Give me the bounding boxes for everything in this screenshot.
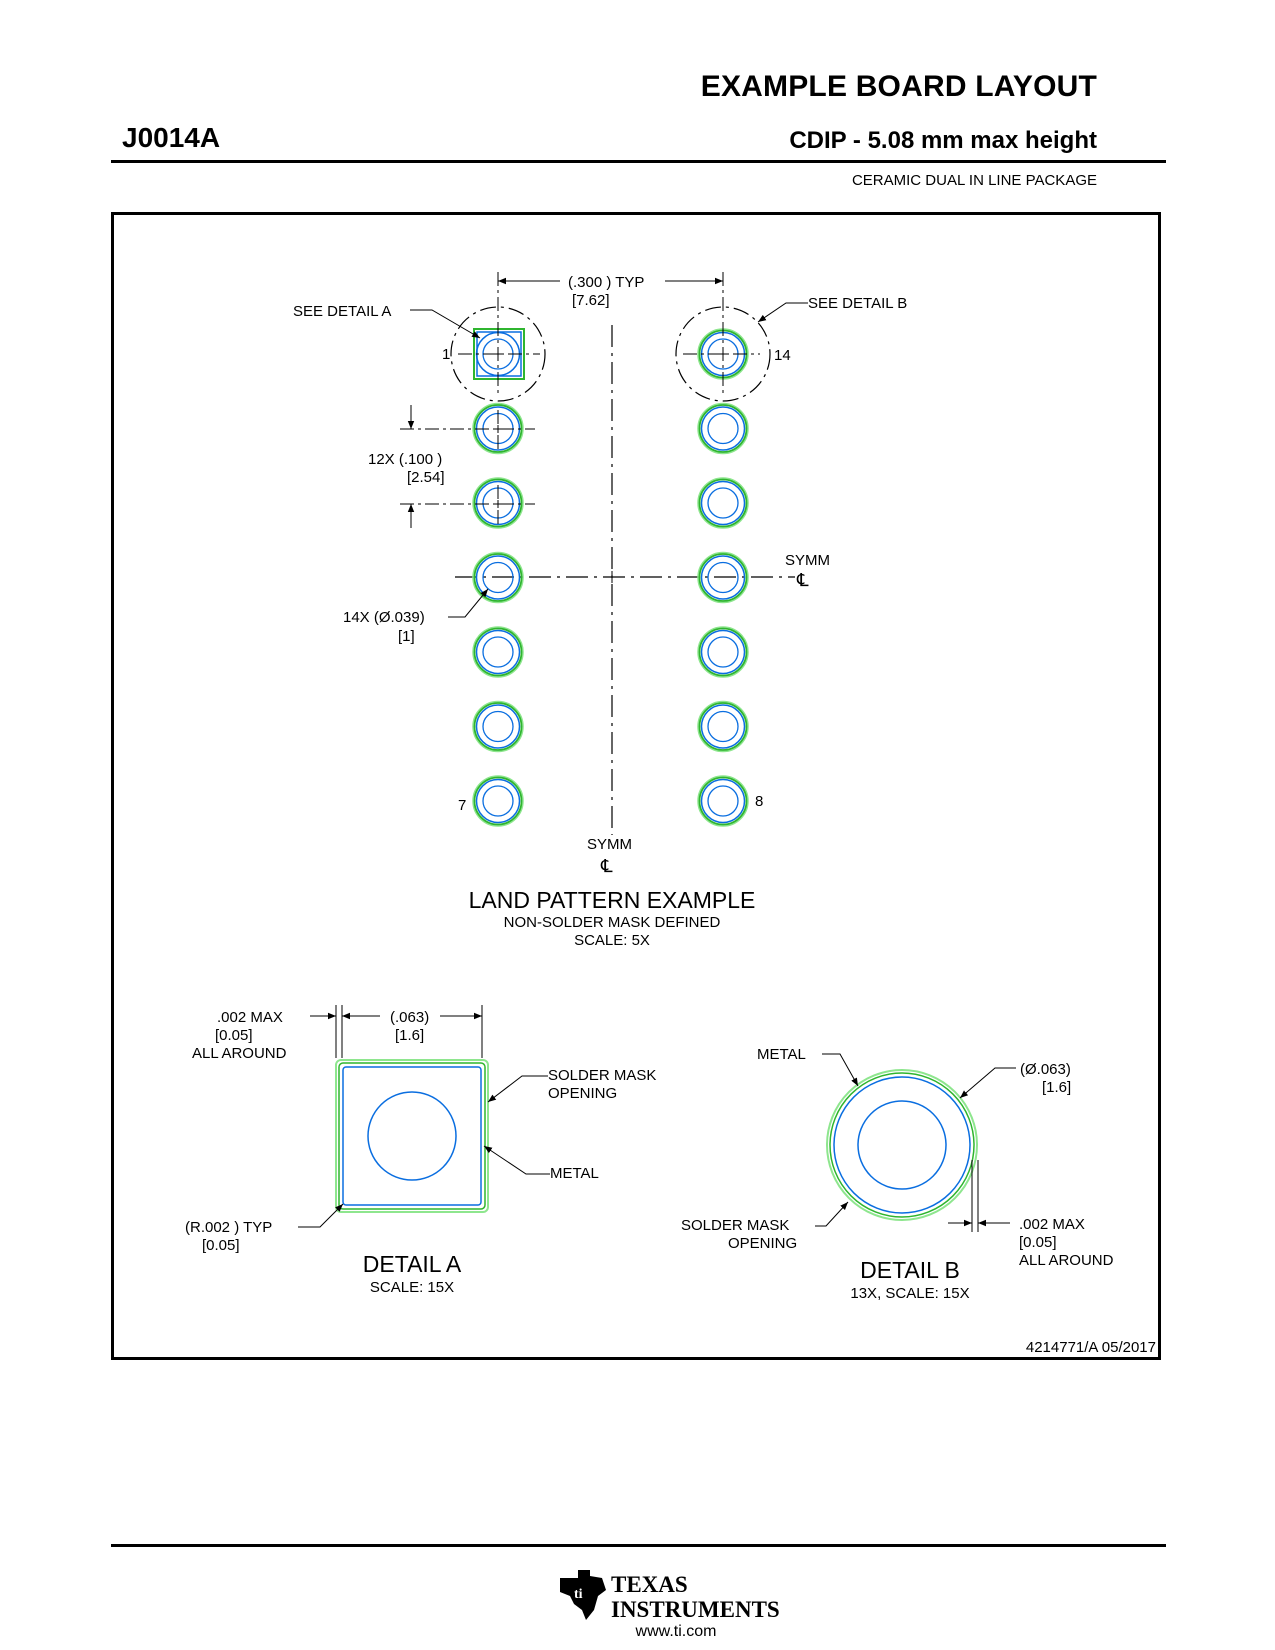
pad-ring-12 — [698, 478, 748, 528]
detail-b-scale: 13X, SCALE: 15X — [850, 1285, 970, 1302]
detail-b-hole — [858, 1101, 946, 1189]
detail-b-dia-in: (Ø.063) — [1020, 1061, 1071, 1078]
detail-a-gap-mm: [0.05] — [215, 1027, 253, 1044]
detail-a-radius-in: (R.002 ) TYP — [185, 1219, 273, 1236]
detail-a-metal-label: METAL — [550, 1165, 599, 1182]
footer-rule — [111, 1544, 1166, 1547]
pad-hole-9 — [708, 712, 738, 742]
detail-a-solder-mask-2: OPENING — [548, 1085, 618, 1102]
pad-hole-7 — [483, 786, 513, 816]
detail-a-gap-note: ALL AROUND — [192, 1045, 287, 1062]
pad-ring-10 — [698, 627, 748, 677]
row-pitch-in: (.300 ) TYP — [568, 274, 645, 291]
detail-a-pad-mm: [1.6] — [395, 1027, 425, 1044]
detail-b-title: DETAIL B — [860, 1257, 960, 1283]
pad-diameter-in: 14X (Ø.039) — [343, 609, 425, 626]
detail-a-title: DETAIL A — [362, 1251, 462, 1277]
pad-ring-13 — [698, 404, 748, 454]
ti-brand-line2: INSTRUMENTS — [611, 1597, 780, 1622]
detail-a-radius-mm: [0.05] — [202, 1237, 240, 1254]
pad-ring-13 — [700, 405, 747, 452]
pad-ring-8 — [698, 776, 748, 826]
package-subtitle: CDIP - 5.08 mm max height — [789, 127, 1097, 154]
detail-b-drawing — [827, 1070, 977, 1220]
pad-ring-9 — [700, 703, 747, 750]
pin-pitch-in: 12X (.100 ) — [368, 451, 443, 468]
pad-hole-12 — [708, 488, 738, 518]
detail-a-drawing — [336, 1060, 488, 1212]
pad-hole-6 — [483, 712, 513, 742]
row-pitch-mm: [7.62] — [572, 292, 610, 309]
pad-hole-5 — [483, 637, 513, 667]
detail-b-gap-in: .002 MAX — [1019, 1216, 1085, 1233]
pad-pin-7 — [473, 776, 523, 826]
pad-ring-7 — [475, 778, 522, 825]
pad-pin-13 — [698, 404, 748, 454]
pad-ring-5 — [475, 629, 522, 676]
pad-ring-6 — [473, 702, 523, 752]
centerline-symbol-v: ℄ — [601, 856, 613, 876]
see-detail-a-label: SEE DETAIL A — [293, 303, 392, 320]
pad-hole-8 — [708, 786, 738, 816]
page-title: EXAMPLE BOARD LAYOUT — [700, 70, 1097, 103]
pin-7-label: 7 — [458, 797, 467, 814]
ti-brand-line1: TEXAS — [611, 1572, 688, 1597]
pin-1-label: 1 — [442, 346, 451, 363]
centerline-symbol-h: ℄ — [797, 570, 809, 590]
pad-hole-13 — [708, 414, 738, 444]
drawing-number: 4214771/A 05/2017 — [1025, 1339, 1156, 1356]
pad-ring-9 — [698, 702, 748, 752]
pad-ring-12 — [700, 480, 747, 527]
package-description: CERAMIC DUAL IN LINE PACKAGE — [851, 172, 1097, 189]
land-pattern-scale: SCALE: 5X — [574, 932, 650, 949]
detail-b-gap-mm: [0.05] — [1019, 1234, 1057, 1251]
symm-horizontal-label: SYMM — [785, 552, 830, 569]
pad-pin-10 — [698, 627, 748, 677]
detail-a-gap-in: .002 MAX — [217, 1009, 283, 1026]
detail-b-metal — [834, 1077, 970, 1213]
ti-url-link[interactable]: www.ti.com — [635, 1623, 717, 1640]
pad-ring-10 — [700, 629, 747, 676]
pad-ring-8 — [700, 778, 747, 825]
detail-a-pad-in: (.063) — [390, 1009, 430, 1026]
detail-b-dia-mm: [1.6] — [1042, 1079, 1072, 1096]
pad-ring-7 — [473, 776, 523, 826]
see-detail-b-label: SEE DETAIL B — [808, 295, 908, 312]
pad-diameter-mm: [1] — [398, 628, 415, 645]
pin-pitch-mm: [2.54] — [407, 469, 445, 486]
pad-pin-12 — [698, 478, 748, 528]
detail-b-solder-mask-2: OPENING — [728, 1235, 798, 1252]
detail-b-metal-label: METAL — [757, 1046, 806, 1063]
pad-pin-6 — [473, 702, 523, 752]
detail-b-mask-outer — [827, 1070, 977, 1220]
land-pattern-subtitle: NON-SOLDER MASK DEFINED — [503, 914, 721, 931]
detail-a-metal — [343, 1067, 481, 1205]
svg-text:ti: ti — [574, 1587, 583, 1602]
part-number: J0014A — [122, 122, 221, 153]
symm-vertical-label: SYMM — [587, 836, 632, 853]
pad-hole-10 — [708, 637, 738, 667]
land-pattern-title: LAND PATTERN EXAMPLE — [468, 887, 756, 913]
pad-pin-5 — [473, 627, 523, 677]
pad-pin-8 — [698, 776, 748, 826]
detail-a-mask-outer — [336, 1060, 488, 1212]
pin-14-label: 14 — [774, 347, 791, 364]
detail-a-scale: SCALE: 15X — [369, 1279, 455, 1296]
pad-ring-5 — [473, 627, 523, 677]
detail-a-mask-inner — [339, 1063, 485, 1209]
detail-a-solder-mask-1: SOLDER MASK — [548, 1067, 657, 1084]
ti-logo-icon — [560, 1570, 606, 1620]
detail-b-gap-note: ALL AROUND — [1019, 1252, 1114, 1269]
detail-b-mask-inner — [830, 1073, 974, 1217]
pad-ring-6 — [475, 703, 522, 750]
pin-8-label: 8 — [755, 793, 764, 810]
detail-b-solder-mask-1: SOLDER MASK — [681, 1217, 790, 1234]
pad-pin-9 — [698, 702, 748, 752]
detail-a-hole — [368, 1092, 456, 1180]
